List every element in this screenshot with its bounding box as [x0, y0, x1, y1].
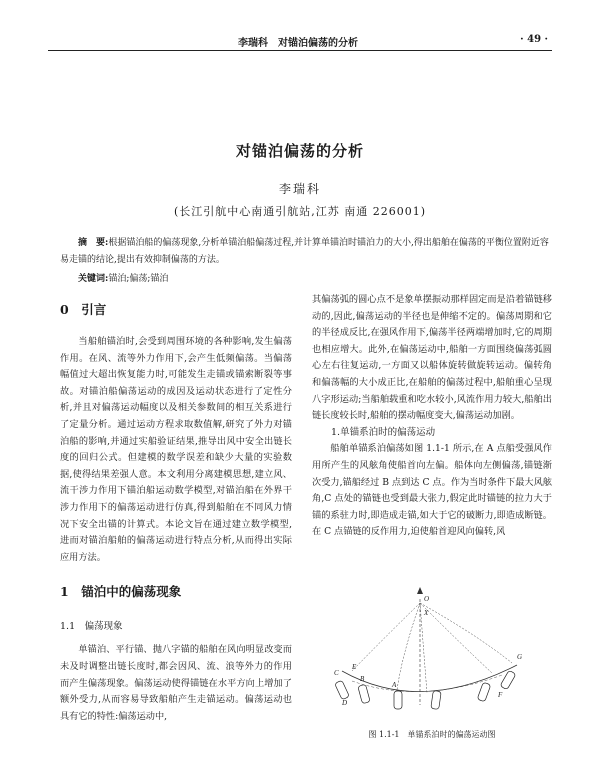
yaw-arc [342, 665, 517, 692]
label-x: X [424, 609, 429, 617]
right-paragraph-2: 船舶单锚系泊偏荡如图 1.1-1 所示,在 A 点船受强风作用所产生的风舷角使船首向左偏。船体向左侧偏荡,锚链渐次受力,锚船经过 B 点到达 C 点。作为当时条件下最大风舷角,C 点处的锚链也受到最大张力,假定此时锚链的拉力大于锚的系驻力时,即造成走锚,如大于它的破断力,即造成断链。在 C 点锚链的反作用力,迫使船首迎风向偏转,风 [312, 443, 552, 538]
right-column [312, 292, 552, 541]
label-e: E [352, 663, 357, 671]
author: 李瑞科 [278, 182, 321, 196]
article-title: 对锚泊偏荡的分析 [235, 142, 364, 160]
running-title: 李瑞科 对锚泊偏荡的分析 [238, 38, 358, 49]
section-1-paragraph: 单锚泊、平行锚、抛八字锚的船舶在风向明显改变而未及时调整出链长度时,都会因风、流、浪等外力的作用而产生偏荡现象。偏荡运动使得锚链在水平方向上增加了额外受力,从而容易导致船舶产生走锚运动。偏荡运动也具有它的特性:偏荡运动中, [60, 644, 292, 722]
keywords-label: 关键词: [78, 274, 109, 284]
label-g: G [517, 653, 523, 661]
right-paragraph-1: 其偏荡弧的圆心点不是象单摆振动那样固定而是沿着锚链移动的,因此,偏荡运动的半径也是伸缩不定的。偏荡周期和它的半径成反比,在强风作用下,偏荡半径两端增加时,它的周期也相应增大。此外,在偏荡运动中,船舶一方面围绕偏荡弧圆心左右往复运动,一方面又以船体旋转做旋转运动。偏转角和偏荡幅的大小成正比,在船舶的偏荡过程中,船舶重心呈现八字形运动;当船舶载重和吃水较小,风流作用力较大,船舶出链长度较长时,船舶的摆动幅度变大,偏荡运动加剧。 [312, 294, 552, 422]
keywords-text: 锚泊;偏荡;锚泊 [108, 274, 169, 284]
abstract-text: 根据锚泊船的偏荡现象,分析单锚泊船偏荡过程,并计算单锚泊时锚泊力的大小,得出船舶在偏荡的平衡位置附近容易走锚的结论,提出有效抑制偏荡的方法。 [60, 238, 549, 265]
affiliation: (长江引航中心南通引航站,江苏 南通 226001) [173, 205, 427, 218]
figure-caption: 图 1.1-1 单锚系泊时的偏荡运动图 [368, 730, 496, 739]
running-header [48, 30, 552, 51]
wind-arrow [417, 587, 423, 594]
subsection-1-1-heading: 1.1 偏荡现象 [60, 621, 123, 633]
yawing-motion-figure [312, 585, 552, 735]
abstract [60, 235, 554, 269]
label-f: F [498, 691, 503, 699]
yaw-arc-inner [352, 675, 502, 692]
abstract-label: 摘 要: [78, 238, 109, 248]
label-a: A [392, 681, 397, 689]
anchor-chain-lines [352, 603, 512, 693]
label-d: D [342, 699, 348, 707]
label-b: B [360, 675, 365, 683]
label-c: C [334, 669, 339, 677]
keywords [60, 271, 554, 288]
section-0-heading: 0 引言 [60, 302, 107, 317]
section-1-heading: 1 锚泊中的偏荡现象 [60, 584, 182, 600]
label-o: O [424, 595, 430, 603]
left-column [60, 300, 292, 725]
intro-paragraph: 当船舶锚泊时,会受到周围环境的各种影响,发生偏荡作用。在风、流等外力作用下,会产生低频偏荡。当偏荡幅值过大超出恢复能力时,可能发生走锚或锚索断裂等事故。对锚泊船偏荡运动的成因及运动状态进行了定性分析,并且对偏荡运动幅度以及相关参数间的相互关系进行了定量分析。通过运动方程求取数值解,研究了外力对锚泊船的影响,并通过实船验证结果,推导出风中安全出链长度的回归公式。但建模的数学误差和缺少大量的实验数据,使得结果差强人意。本文利用分离建模思想,建立风、流干涉力作用下锚泊船运动数学模型,对锚泊船在外界干涉力作用下的偏荡运动进行仿真,得到船舶在不同风力情况下安全出锚的计算式。本论文旨在通过建立数学模型,进而对锚泊船舶的偏荡运动进行特点分析,从而得出实际应用方法。 [60, 336, 292, 563]
page-number: · 49 · [520, 34, 548, 45]
single-anchor-subheading: 1.单锚系泊时的偏荡运动 [331, 426, 436, 438]
